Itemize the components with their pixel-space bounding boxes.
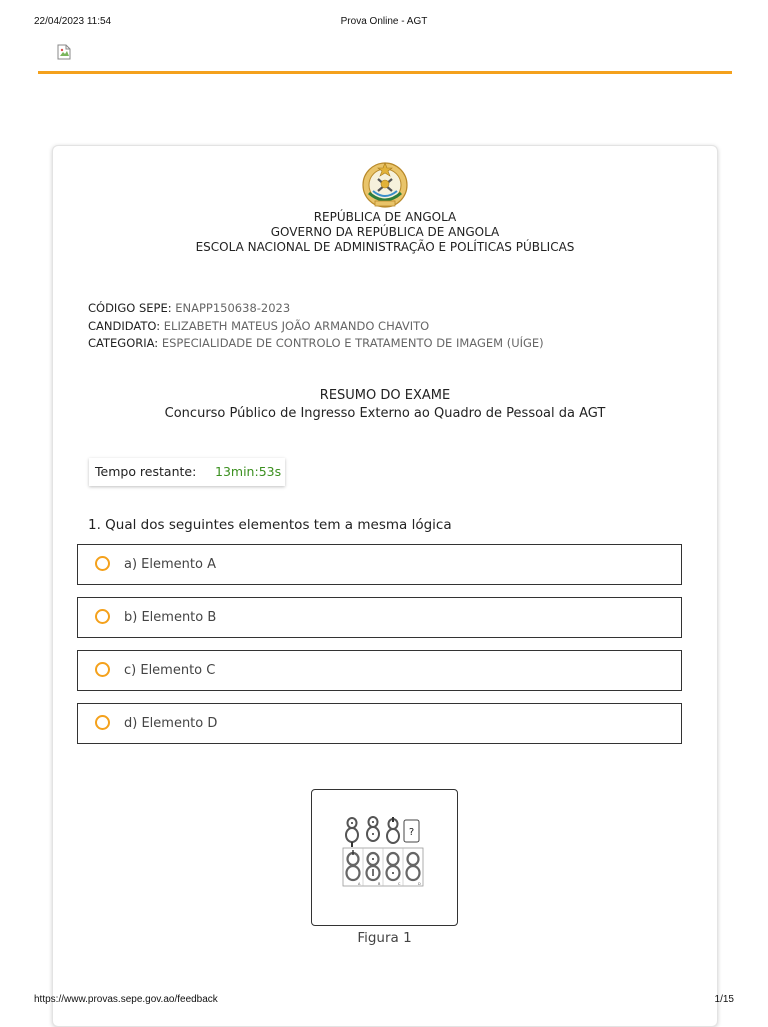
radio-b[interactable]	[95, 609, 110, 624]
gov-line-republic: REPÚBLICA DE ANGOLA	[313, 210, 457, 224]
figure-frame	[311, 789, 458, 926]
puzzle-element-2	[367, 817, 379, 841]
time-remaining-box	[89, 458, 285, 486]
candidate-value: ELIZABETH MATEUS JOÃO ARMANDO CHAVITO	[163, 318, 430, 333]
print-datetime: 22/04/2023 11:54	[34, 16, 112, 27]
figure-caption: Figura 1	[357, 930, 412, 946]
broken-image-icon	[57, 44, 71, 60]
gov-line-government: GOVERNO DA REPÚBLICA DE ANGOLA	[270, 225, 500, 239]
print-url: https://www.provas.sepe.gov.ao/feedback	[34, 994, 218, 1005]
radio-d[interactable]	[95, 715, 110, 730]
timer-label: Tempo restante:	[95, 464, 197, 479]
option-b-label: b) Elemento B	[124, 610, 217, 625]
puzzle-element-3	[387, 817, 399, 843]
candidate-info	[88, 300, 544, 353]
question-text: 1. Qual dos seguintes elementos tem a mesma lógica	[88, 517, 452, 533]
candidate-row	[88, 318, 544, 336]
option-b[interactable]	[77, 597, 682, 638]
option-c-label: c) Elemento C	[124, 663, 216, 678]
figure-question-mark: ?	[408, 827, 415, 838]
summary-subtitle: Concurso Público de Ingresso Externo ao Quadro de Pessoal da AGT	[164, 406, 606, 421]
print-title: Prova Online - AGT	[340, 16, 428, 27]
print-footer	[34, 994, 734, 1008]
option-a-label: a) Elemento A	[124, 557, 216, 572]
header-divider	[38, 71, 732, 74]
gov-line-school: ESCOLA NACIONAL DE ADMINISTRAÇÃO E POLÍTICAS PÚBLICAS	[195, 240, 575, 254]
option-d-label: d) Elemento D	[124, 716, 218, 731]
code-row	[88, 300, 544, 318]
radio-c[interactable]	[95, 662, 110, 677]
category-row	[88, 335, 544, 353]
exam-summary-heading	[53, 387, 717, 423]
option-c[interactable]	[77, 650, 682, 691]
candidate-label: CANDIDATO:	[88, 318, 161, 333]
timer-value: 13min:53s	[215, 464, 282, 479]
answer-letter-c: C	[398, 882, 401, 886]
answer-letter-d: D	[418, 882, 421, 886]
answer-letter-b: B	[378, 882, 381, 886]
category-value: ESPECIALIDADE DE CONTROLO E TRATAMENTO DE IMAGEM (UÍGE)	[161, 336, 544, 350]
answer-letter-a: A	[358, 882, 361, 886]
angola-coat-of-arms-icon	[359, 157, 411, 209]
code-label: CÓDIGO SEPE:	[88, 301, 172, 315]
summary-title: RESUMO DO EXAME	[319, 388, 451, 403]
category-label: CATEGORIA:	[88, 336, 159, 350]
radio-a[interactable]	[95, 556, 110, 571]
puzzle-element-1	[346, 818, 358, 847]
government-heading	[53, 210, 717, 255]
print-page-number: 1/15	[714, 994, 734, 1005]
exam-summary-card	[52, 145, 718, 1027]
logic-puzzle-figure	[337, 814, 427, 890]
option-a[interactable]	[77, 544, 682, 585]
print-header	[34, 16, 734, 32]
code-value: ENAPP150638-2023	[175, 301, 291, 315]
option-d[interactable]	[77, 703, 682, 744]
